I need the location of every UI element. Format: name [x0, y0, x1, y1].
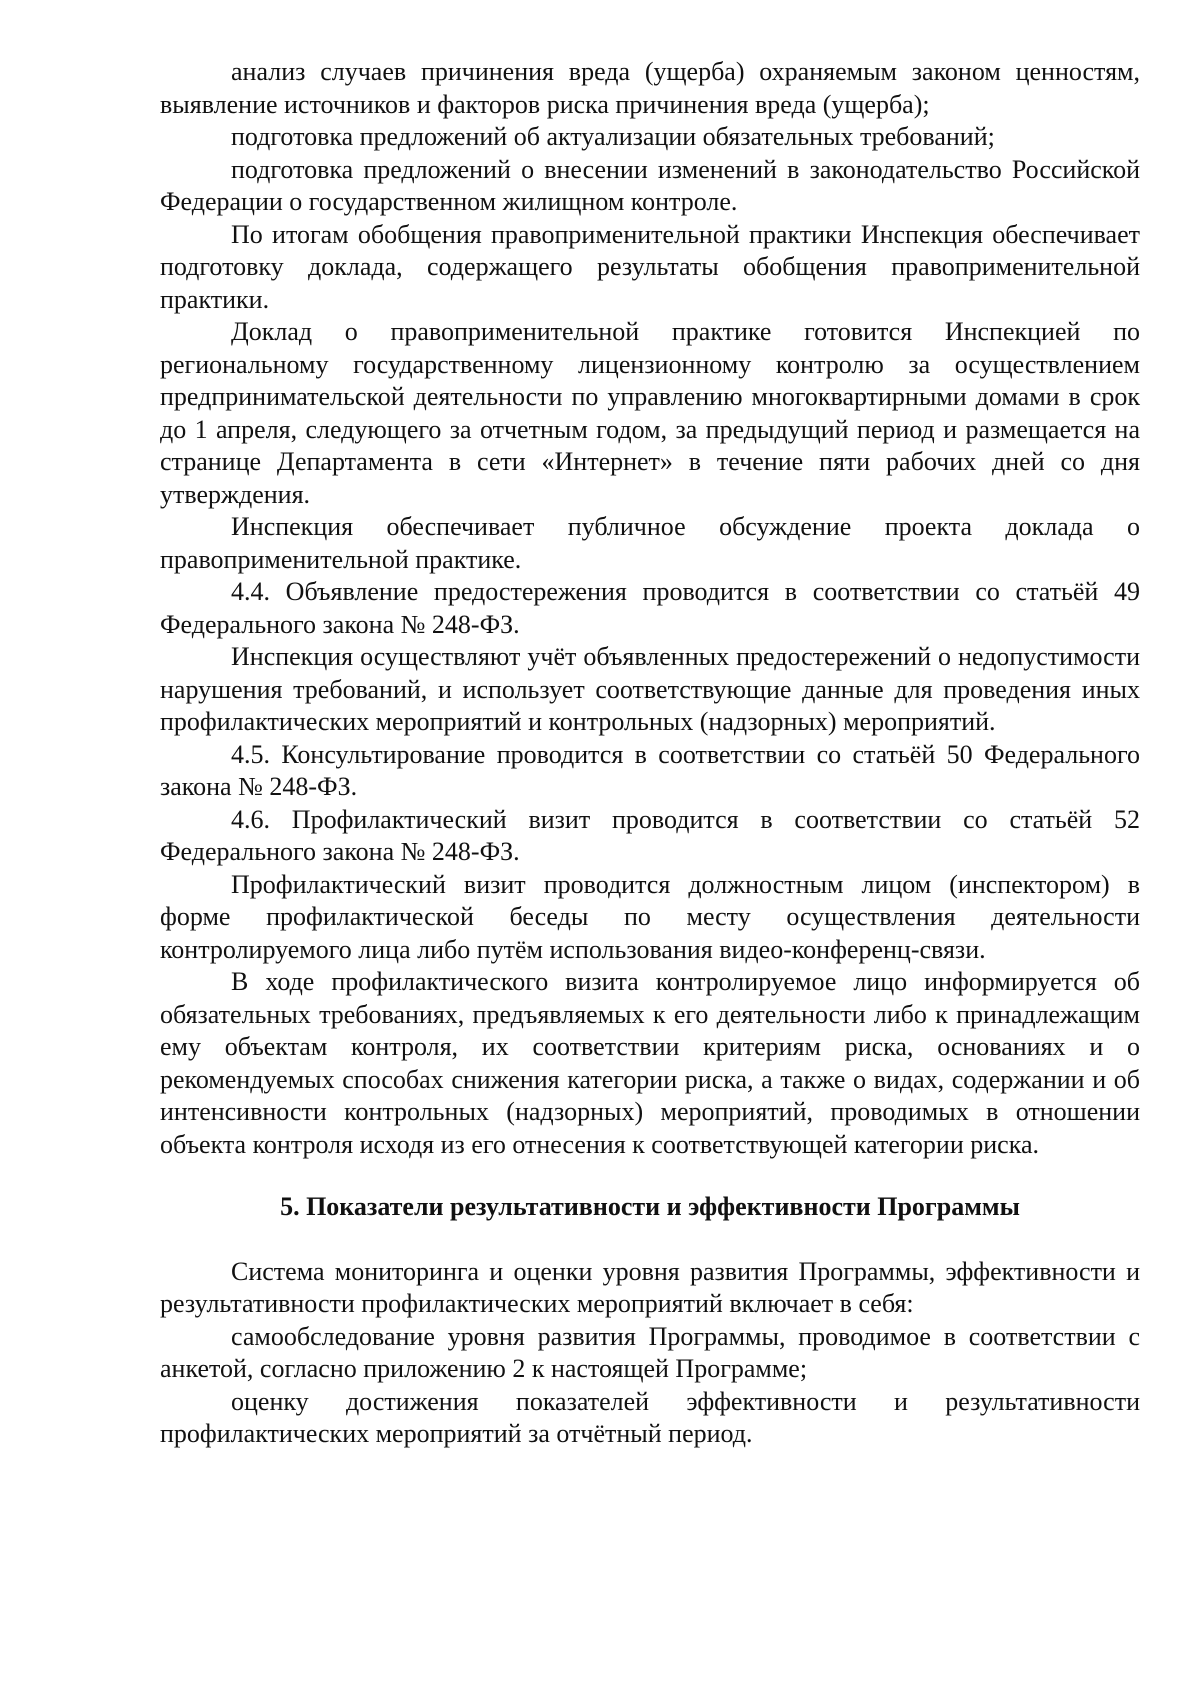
paragraph: Инспекция осуществляют учёт объявленных предостережений о недопустимости нарушения требований, и использует соответствующие данные для проведения иных профилактических мероприятий и контрольных (надзорных) мероприятий.	[160, 642, 1140, 736]
paragraph: В ходе профилактического визита контролируемое лицо информируется об обязательных требованиях, предъявляемых к его деятельности либо к принадлежащим ему объектам контроля, их соответствии критериям риска, основаниях и о рекомендуемых способах снижения категории риска, а также о видах, содержании и об интенсивности контрольных (надзорных) мероприятий, проводимых в отношении объекта контроля исходя из его отнесения к соответствующей категории риска.	[160, 967, 1140, 1159]
paragraph: подготовка предложений о внесении изменений в законодательство Российской Федерации о государственном жилищном контроле.	[160, 154, 1140, 216]
paragraph: Система мониторинга и оценки уровня развития Программы, эффективности и результативности профилактических мероприятий включает в себя:	[160, 1256, 1140, 1318]
paragraph: Профилактический визит проводится должностным лицом (инспектором) в форме профилактической беседы по месту осуществления деятельности контролируемого лица либо путём использования видео-конференц-связи.	[160, 869, 1140, 964]
paragraph: 4.4. Объявление предостережения проводится в соответствии со статьёй 49 Федерального закона № 248-ФЗ.	[160, 577, 1140, 639]
paragraph: самообследование уровня развития Программы, проводимое в соответствии с анкетой, согласно приложению 2 к настоящей Программе;	[160, 1321, 1140, 1383]
paragraph: По итогам обобщения правоприменительной практики Инспекция обеспечивает подготовку доклада, содержащего результаты обобщения правоприменительной практики.	[160, 219, 1140, 314]
paragraph: Доклад о правоприменительной практике готовится Инспекцией по региональному государственному лицензионному контролю за осуществлением предпринимательской деятельности по управлению многоквартирными домами в срок до 1 апреля, следующего за отчетным годом, за предыдущий период и размещается на странице Департамента в сети «Интернет» в течение пяти рабочих дней со дня утверждения.	[160, 317, 1140, 509]
paragraph: Инспекция обеспечивает публичное обсуждение проекта доклада о правоприменительной практике.	[160, 512, 1140, 574]
paragraph: подготовка предложений об актуализации обязательных требований;	[231, 122, 995, 151]
paragraph: анализ случаев причинения вреда (ущерба) охраняемым законом ценностям, выявление источников и факторов риска причинения вреда (ущерба);	[160, 57, 1140, 119]
paragraph: оценку достижения показателей эффективности и результативности профилактических мероприятий за отчётный период.	[160, 1386, 1140, 1448]
document-body	[160, 56, 1140, 1451]
paragraph: 4.5. Консультирование проводится в соответствии со статьёй 50 Федерального закона № 248-ФЗ.	[160, 739, 1140, 801]
section-heading: 5. Показатели результативности и эффективности Программы	[280, 1192, 1020, 1221]
paragraph: 4.6. Профилактический визит проводится в соответствии со статьёй 52 Федерального закона № 248-ФЗ.	[160, 804, 1140, 866]
